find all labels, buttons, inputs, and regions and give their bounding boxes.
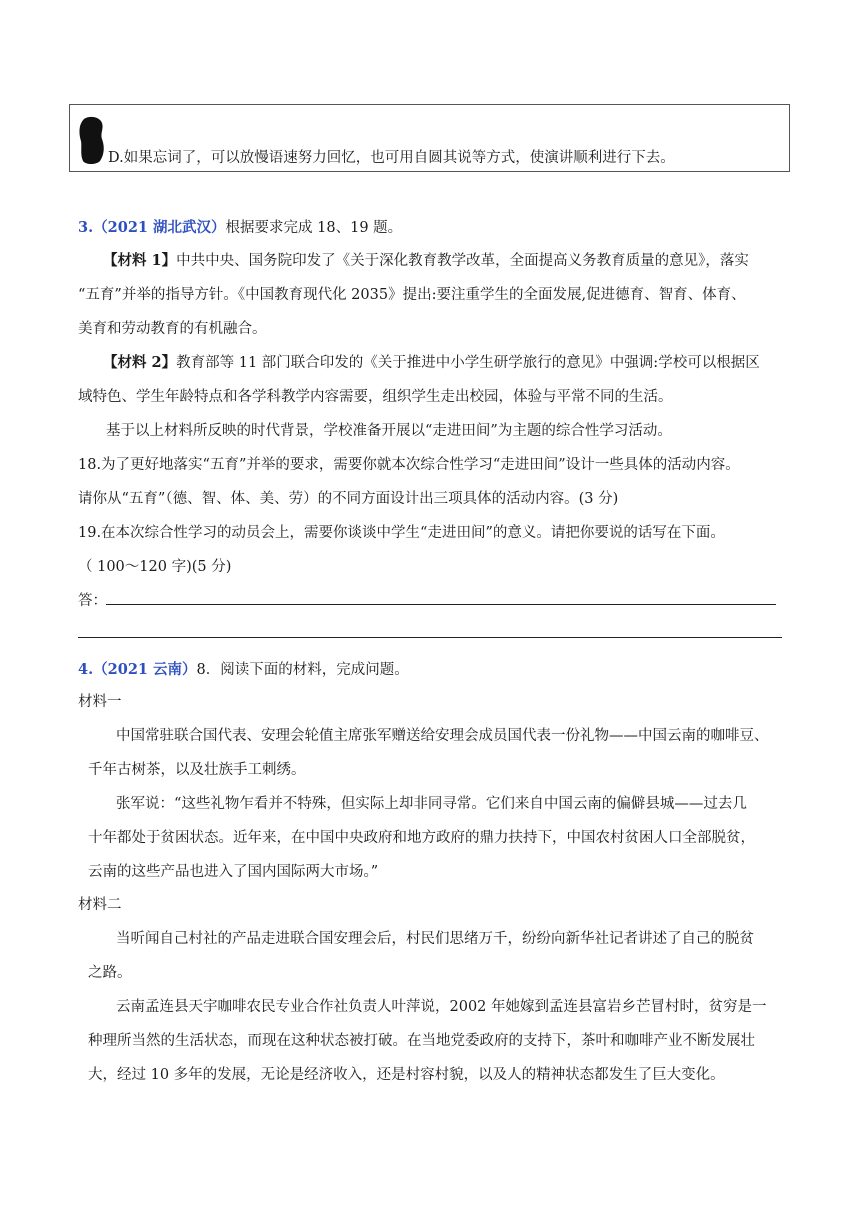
question-4-number: 4. [78,661,94,678]
question-4-header [78,658,409,679]
q3-material-1-line-1 [103,249,749,270]
q3-context: 基于以上材料所反映的时代背景，学校准备开展以“走进田间”为主题的综合性学习活动。 [106,423,672,439]
ink-blot-image [78,115,106,165]
answer-label: 答： [78,593,107,609]
material-1-text: 中共中央、国务院印发了《关于深化教育教学改革，全面提高义务教育质量的意见》，落实 [176,253,749,269]
material-1-tag: 【材料 1】 [103,252,177,269]
material-2-text: 教育部等 11 部门联合印发的《关于推进中小学生研学旅行的意见》中强调:学校可以根据区 [176,355,760,371]
q4-p3-line-1: 当听闻自己村社的产品走进联合国安理会后，村民们思绪万千，纷纷向新华社记者讲述了自己的脱贫 [116,931,754,947]
question-3-source: （2021 湖北武汉） [93,219,226,236]
question-3-prompt: 根据要求完成 18、19 题。 [225,220,403,236]
material-2-tag: 【材料 2】 [103,354,177,371]
question-3-number: 3. [78,219,94,236]
q4-p4-line-1: 云南孟连县天宇咖啡农民专业合作社负责人叶萍说，2002 年她嫁到孟连县富岩乡芒冒村时，贫穷是一 [116,999,767,1015]
answer-line-1[interactable] [106,604,776,605]
q3-material-1-line-3: 美育和劳动教育的有机融合。 [78,321,267,337]
q3-material-2-line-1 [103,351,760,372]
q4-p4-line-2: 种理所当然的生活状态，而现在这种状态被打破。在当地党委政府的支持下，茶叶和咖啡产业不断发展壮 [88,1033,755,1049]
option-d-box [69,104,790,172]
question-4-prompt: 8．阅读下面的材料，完成问题。 [196,662,409,678]
q18-line-2: 请你从“五育”（德、智、体、美、劳）的不同方面设计出三项具体的活动内容。(3 分) [78,491,619,507]
q4-p3-line-2: 之路。 [88,965,132,981]
q18-line-1: 18.为了更好地落实“五育”并举的要求，需要你就本次综合性学习“走进田间”设计一些具体的活动内容。 [78,457,740,473]
q4-p2-line-2: 十年都处于贫困状态。近年来，在中国中央政府和地方政府的鼎力扶持下，中国农村贫困人口全部脱贫， [88,830,755,846]
question-4-source: （2021 云南） [93,661,197,678]
q4-p1-line-2: 千年古树茶，以及壮族手工刺绣。 [88,762,306,778]
material-one-heading: 材料一 [78,694,122,710]
answer-line-2[interactable] [78,637,782,638]
q4-p2-line-3: 云南的这些产品也进入了国内国际两大市场。” [88,864,379,880]
option-d-text: D.如果忘词了，可以放慢语速努力回忆，也可用自圆其说等方式，使演讲顺利进行下去。 [108,150,675,166]
q19-line-1: 19.在本次综合性学习的动员会上，需要你谈谈中学生“走进田间”的意义。请把你要说的话写在下面。 [78,525,725,541]
q4-p1-line-1: 中国常驻联合国代表、安理会轮值主席张军赠送给安理会成员国代表一份礼物——中国云南的咖啡豆、 [116,728,769,744]
q3-material-2-line-2: 域特色、学生年龄特点和各学科教学内容需要，组织学生走出校园，体验与平常不同的生活。 [78,389,673,405]
q19-line-2: （ 100～120 字)(5 分) [78,559,232,575]
q4-p4-line-3: 大，经过 10 多年的发展，无论是经济收入，还是村容村貌，以及人的精神状态都发生了巨大变化。 [88,1067,725,1083]
q3-material-1-line-2: “五育”并举的指导方针。《中国教育现代化 2035》提出:要注重学生的全面发展,促进德育、智育、体育、 [78,287,746,303]
question-3-header [78,216,402,237]
material-two-heading: 材料二 [78,897,122,913]
q4-p2-line-1: 张军说：“这些礼物乍看并不特殊，但实际上却非同寻常。它们来自中国云南的偏僻县城——过去几 [116,796,747,812]
